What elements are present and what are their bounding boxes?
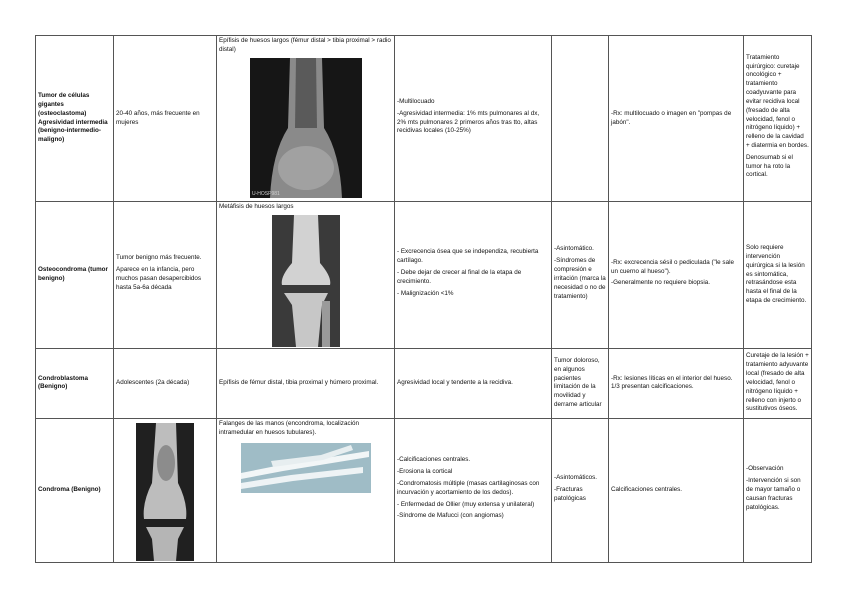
treatment-cell [744, 418, 812, 562]
feature-item: - Enfermedad de Ollier (muy extensa y unilateral) [397, 500, 535, 508]
clinic-cell [552, 202, 609, 349]
feature-item: -Multilocuado [397, 97, 435, 105]
table-row [36, 202, 812, 349]
features-cell [395, 36, 552, 202]
imaging-cell: -Rx: lesiones líticas en el interior del hueso. 1/3 presentan calcificaciones. [609, 348, 744, 418]
age-cell: Adolescentes (2a década) [114, 348, 217, 418]
features-cell [395, 202, 552, 349]
feature-item: -Síndrome de Mafucci (con angiomas) [397, 512, 504, 520]
location-text: Falanges de las manos (encondroma, localización intramedular en huesos tubulares). [219, 419, 360, 436]
treatment-item: Tratamiento quirúrgico: curetaje oncológico + tratamiento coadyuvante para evitar recidiva local (fresado de alta velocidad, fenol o nitrógeno líquido) + relleno de la cavidad + diatermia en bordes. [746, 53, 809, 149]
age-cell [114, 202, 217, 349]
table-row [36, 418, 812, 562]
table-row [36, 348, 812, 418]
table-row [36, 36, 812, 202]
clinic-item: -Síndromes de compresión e irritación (marca la necesidad o no de tratamiento) [554, 257, 606, 300]
feature-item: - Excrecencia ósea que se independiza, recubierta cartílago. [397, 248, 539, 265]
treatment-cell [744, 36, 812, 202]
age-item: Tumor benigno más frecuente. [116, 254, 202, 262]
treatment-cell: Solo requiere intervención quirúrgica si la lesión es sintomática, retrasándose esta hasta el final de la etapa de crecimiento. [744, 202, 812, 349]
clinic-cell [552, 418, 609, 562]
xray-image [136, 423, 194, 561]
location-text: Epífisis de huesos largos (fémur distal > tibia proximal > radio distal) [219, 37, 391, 53]
feature-item: - Malignización <1% [397, 289, 454, 297]
clinic-cell [552, 36, 609, 202]
treatment-item: -Observación [746, 465, 784, 473]
age-cell: 20-40 años, más frecuente en mujeres [114, 36, 217, 202]
clinic-item: -Asintomático. [554, 245, 594, 253]
features-cell [395, 418, 552, 562]
imaging-cell [609, 202, 744, 349]
xray-tag: U-HOSP981 [251, 190, 280, 197]
treatment-item: Denosumab si el tumor ha roto la cortical. [746, 153, 793, 179]
imaging-item: -Rx: excrecencia sésil o pediculada ("le sale un cuerno al hueso"). [611, 258, 734, 275]
location-text: Metáfisis de huesos largos [219, 203, 294, 210]
imaging-item: -Generalmente no requiere biopsia. [611, 279, 711, 287]
location-cell [217, 418, 395, 562]
tumor-table [35, 35, 812, 563]
tumor-name: Tumor de células gigantes (osteoclastoma) Agresividad intermedia (benigno-intermedio-maligno) [36, 36, 114, 202]
imaging-cell: Calcificaciones centrales. [609, 418, 744, 562]
imaging-cell: -Rx: multilocuado o imagen en "pompas de jabón". [609, 36, 744, 202]
xray-image [250, 58, 362, 198]
treatment-item: -Intervención si son de mayor tamaño o causan fracturas patológicas. [746, 477, 801, 511]
location-cell [217, 36, 395, 202]
features-cell: Agresividad local y tendente a la recidiva. [395, 348, 552, 418]
clinic-item: -Fracturas patológicas [554, 485, 586, 502]
location-cell: Epífisis de fémur distal, tibia proximal y húmero proximal. [217, 348, 395, 418]
feature-item: -Agresividad intermedia: 1% mts pulmonares al dx, 2% mts pulmonares 2 primeros años tras tto, altas recidivas locales (10-25%) [397, 109, 540, 135]
treatment-cell: Curetaje de la lesión + tratamiento adyuvante local (fresado de alta velocidad, fenol o nitrógeno líquido + relleno con injerto o sustitutivos óseos. [744, 348, 812, 418]
location-cell [217, 202, 395, 349]
tumor-name: Condroma (Benigno) [36, 418, 114, 562]
feature-item: -Erosiona la cortical [397, 468, 453, 476]
xray-image [272, 215, 340, 347]
age-cell [114, 418, 217, 562]
tumor-name: Osteocondroma (tumor benigno) [36, 202, 114, 349]
age-item: Aparece en la infancia, pero muchos pasan desapercibidos hasta 5a-6a década [116, 266, 202, 291]
tumor-name: Condroblastoma (Benigno) [36, 348, 114, 418]
feature-item: -Calcificaciones centrales. [397, 456, 471, 464]
feature-item: - Debe dejar de crecer al final de la etapa de crecimiento. [397, 269, 522, 285]
clinic-cell: Tumor doloroso, en algunos pacientes limitación de la movilidad y derrame articular [552, 348, 609, 418]
feature-item: -Condromatosis múltiple (masas cartilaginosas con incurvación y acortamiento de los dedos). [397, 480, 540, 496]
hand-xray-image [241, 443, 371, 493]
clinic-item: -Asintomáticos. [554, 474, 598, 482]
